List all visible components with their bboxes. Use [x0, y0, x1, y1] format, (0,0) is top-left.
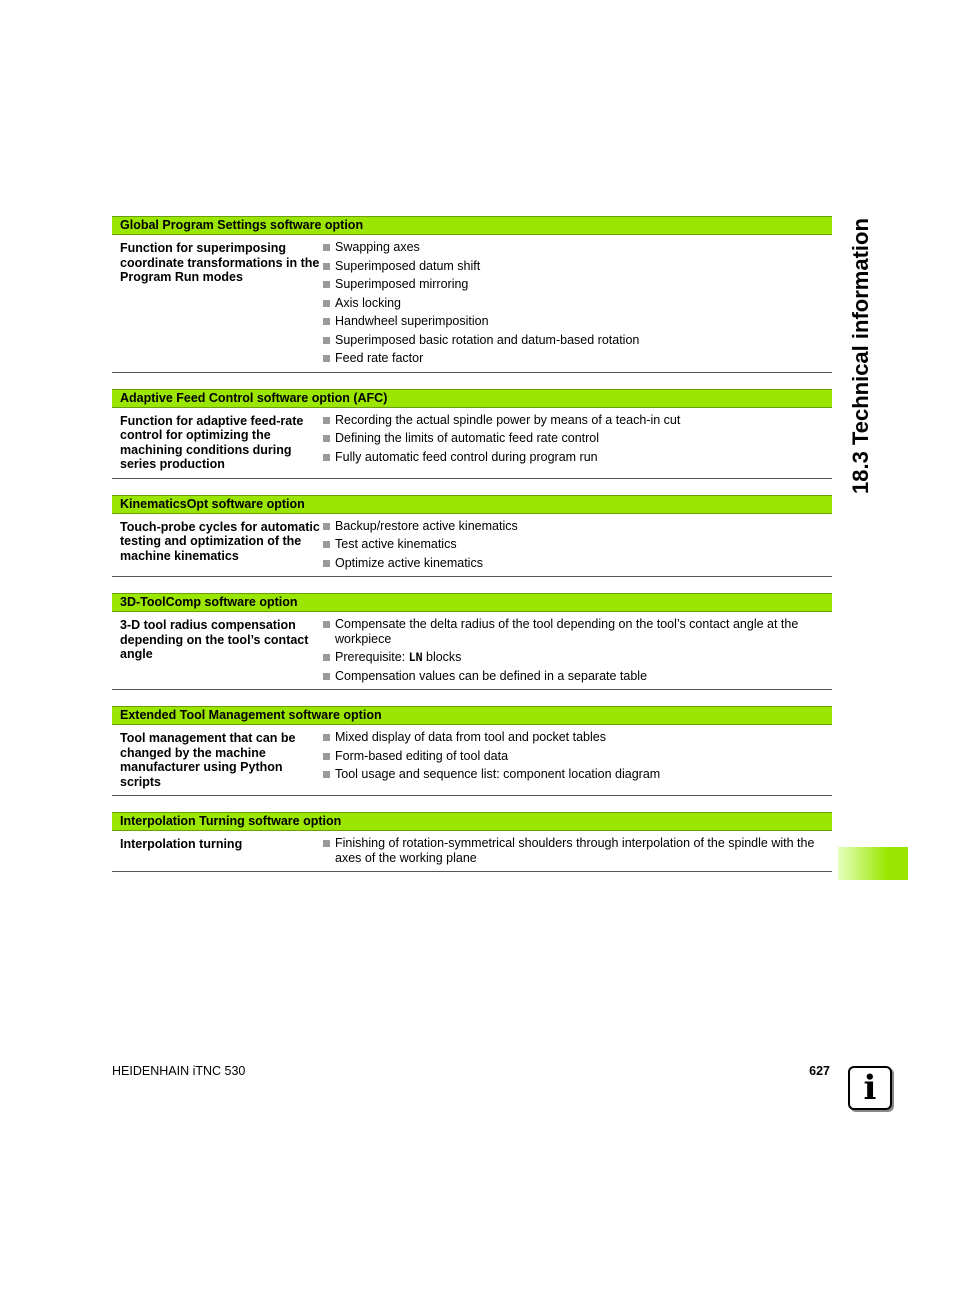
list-item: [323, 351, 832, 366]
list-item: [323, 749, 832, 764]
section-header: Interpolation Turning software option: [112, 812, 832, 831]
list-item-text: Superimposed basic rotation and datum-based rotation: [335, 332, 640, 347]
list-item-text: Prerequisite: LN blocks: [335, 650, 462, 664]
list-item: [323, 450, 832, 465]
square-bullet-icon: [323, 523, 330, 530]
square-bullet-icon: [323, 337, 330, 344]
list-item-text: Form-based editing of tool data: [335, 748, 509, 763]
list-item: [323, 730, 832, 745]
list-item-text: Backup/restore active kinematics: [335, 518, 518, 533]
section-header: Adaptive Feed Control software option (AFC): [112, 389, 832, 408]
list-item-text: Handwheel superimposition: [335, 314, 489, 328]
function-description: Touch-probe cycles for automatic testing and optimization of the machine kinematics: [120, 519, 320, 563]
list-item-text: Axis locking: [335, 295, 401, 310]
list-item-text: Compensate the delta radius of the tool depending on the tool’s contact angle at the workpiece: [335, 617, 799, 646]
section-body: [112, 514, 832, 578]
list-item: [323, 767, 832, 782]
square-bullet-icon: [323, 771, 330, 778]
list-item: [323, 296, 832, 311]
square-bullet-icon: [323, 417, 330, 424]
list-item-text: Optimize active kinematics: [335, 555, 483, 570]
list-item-text: Defining the limits of automatic feed rate control: [335, 431, 600, 445]
info-icon: i: [848, 1066, 892, 1110]
list-item: [323, 836, 832, 865]
option-section: [112, 495, 832, 578]
square-bullet-icon: [323, 244, 330, 251]
function-description: 3-D tool radius compensation depending on the tool’s contact angle: [120, 618, 309, 661]
list-item: [323, 259, 832, 274]
square-bullet-icon: [323, 560, 330, 567]
list-item-text: Tool usage and sequence list: component location diagram: [335, 767, 661, 781]
chapter-tab: [838, 847, 908, 880]
square-bullet-icon: [323, 263, 330, 270]
list-item: [323, 617, 832, 646]
list-item-text: Recording the actual spindle power by means of a teach-in cut: [335, 412, 681, 427]
option-section: [112, 706, 832, 796]
square-bullet-icon: [323, 435, 330, 442]
list-item: [323, 413, 832, 428]
section-body: [112, 725, 832, 796]
square-bullet-icon: [323, 318, 330, 325]
function-description: Tool management that can be changed by the machine manufacturer using Python scripts: [120, 731, 296, 789]
feature-list: [323, 730, 832, 789]
square-bullet-icon: [323, 454, 330, 461]
section-body: [112, 408, 832, 479]
square-bullet-icon: [323, 281, 330, 288]
section-body: [112, 831, 832, 872]
list-item-text: Swapping axes: [335, 240, 420, 254]
square-bullet-icon: [323, 541, 330, 548]
list-item: [323, 277, 832, 292]
list-item: [323, 669, 832, 684]
section-body: [112, 612, 832, 690]
chapter-title-text: 18.3 Technical information: [848, 218, 873, 494]
function-description: Interpolation turning: [120, 837, 243, 851]
section-header: Extended Tool Management software option: [112, 706, 832, 725]
option-section: [112, 812, 832, 872]
square-bullet-icon: [323, 654, 330, 661]
square-bullet-icon: [323, 355, 330, 362]
square-bullet-icon: [323, 673, 330, 680]
section-header: Global Program Settings software option: [112, 216, 832, 235]
feature-list: [323, 836, 832, 865]
square-bullet-icon: [323, 753, 330, 760]
list-item-text: Test active kinematics: [335, 537, 457, 551]
list-item-text: Compensation values can be defined in a separate table: [335, 668, 648, 683]
list-item: [323, 650, 832, 665]
option-section: [112, 216, 832, 373]
list-item-text: Finishing of rotation-symmetrical shoulders through interpolation of the spindle with the axes of the working plane: [335, 836, 815, 865]
section-body: [112, 235, 832, 373]
option-section: [112, 593, 832, 690]
list-item: [323, 556, 832, 571]
list-item: [323, 240, 832, 255]
page-number: 627: [809, 1064, 830, 1078]
list-item-text: Superimposed datum shift: [335, 258, 481, 273]
function-description: Function for adaptive feed-rate control for optimizing the machining conditions during series production: [120, 413, 304, 471]
list-item-text: Superimposed mirroring: [335, 277, 469, 291]
square-bullet-icon: [323, 300, 330, 307]
section-header: KinematicsOpt software option: [112, 495, 832, 514]
feature-list: [323, 413, 832, 472]
section-header: 3D-ToolComp software option: [112, 593, 832, 612]
square-bullet-icon: [323, 621, 330, 628]
list-item: [323, 333, 832, 348]
list-item: [323, 314, 832, 329]
option-section: [112, 389, 832, 479]
footer-product: HEIDENHAIN iTNC 530: [112, 1064, 246, 1078]
list-item: [323, 519, 832, 534]
feature-list: [323, 240, 832, 366]
list-item-text: Fully automatic feed control during program run: [335, 449, 598, 464]
list-item-text: Mixed display of data from tool and pocket tables: [335, 730, 606, 744]
square-bullet-icon: [323, 840, 330, 847]
feature-list: [323, 519, 832, 571]
list-item-text: Feed rate factor: [335, 351, 424, 365]
function-description: Function for superimposing coordinate transformations in the Program Run modes: [120, 241, 320, 284]
option-tables: [112, 216, 832, 888]
square-bullet-icon: [323, 734, 330, 741]
feature-list: [323, 617, 832, 683]
list-item: [323, 431, 832, 446]
list-item: [323, 537, 832, 552]
